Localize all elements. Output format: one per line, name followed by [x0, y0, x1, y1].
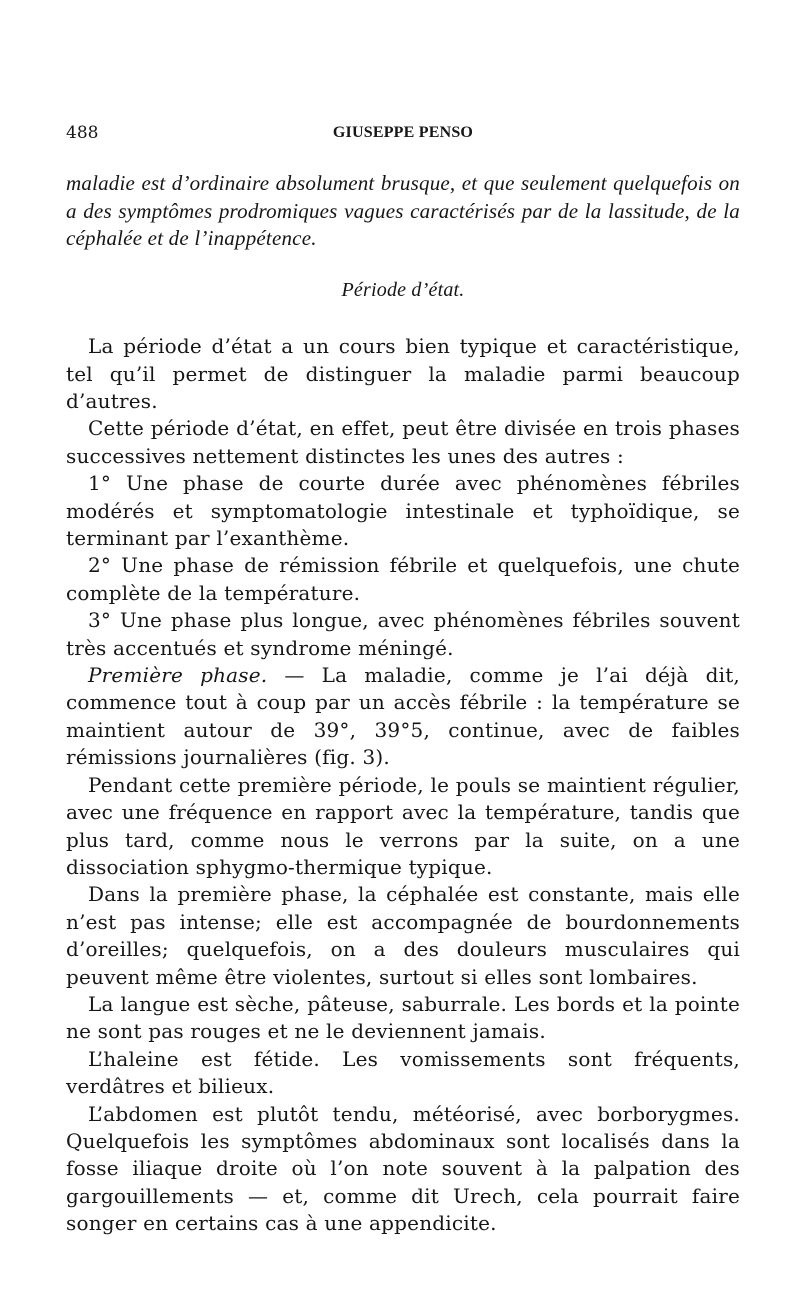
- paragraph: La période d’état a un cours bien typique et caractéristique, tel qu’il permet de distinguer la maladie parmi beaucoup d’autres.: [66, 334, 740, 413]
- page-number: 488: [66, 123, 99, 143]
- paragraph: Dans la première phase, la céphalée est constante, mais elle n’est pas intense; elle est accompagnée de bourdonnements d’oreilles; quelquefois, on a des douleurs musculaires qui peuvent même être violentes, surtout si elles sont lombaires.: [66, 882, 740, 989]
- section-title: Période d’état.: [341, 278, 465, 301]
- body-text: [66, 170, 740, 1238]
- paragraph: Cette période d’état, en effet, peut être divisée en trois phases successives nettement distinctes les unes des autres :: [66, 416, 740, 468]
- list-item-phase-1: 1° Une phase de courte durée avec phénomènes fébriles modérés et symptomatologie intestinale et typhoïdique, se terminant par l’exanthème.: [66, 471, 740, 551]
- paragraph: Pendant cette première période, le pouls se maintient régulier, avec une fréquence en rapport avec la température, tandis que plus tard, comme nous le verrons par la suite, on a une dissociation sphygmo-thermique typique.: [66, 772, 740, 879]
- paragraph: La langue est sèche, pâteuse, saburrale. Les bords et la pointe ne sont pas rouges et ne le deviennent jamais.: [66, 991, 740, 1044]
- phase-heading: Première phase.: [88, 663, 268, 688]
- phase-text: — La maladie, comme je l’ai déjà dit, commence tout à coup par un accès fébrile : la température se maintient autour de 39°, 39°5, continue, avec de faibles rémissions journalières (fig. 3).: [66, 663, 740, 770]
- page-header: [66, 118, 740, 148]
- list-item-phase-2: 2° Une phase de rémission fébrile et quelquefois, une chute complète de la température.: [66, 553, 740, 605]
- book-page: [66, 118, 740, 1238]
- running-title: GIUSEPPE PENSO: [332, 124, 474, 141]
- phase-paragraph: [66, 662, 740, 772]
- list-item-phase-3: 3° Une phase plus longue, avec phénomènes fébriles souvent très accentués et syndrome méningé.: [66, 608, 740, 660]
- paragraph: L’haleine est fétide. Les vomissements sont fréquents, verdâtres et bilieux.: [66, 1046, 740, 1099]
- intro-paragraph: maladie est d’ordinaire absolument brusque, et que seulement quelquefois on a des symptômes prodromiques vagues caractérisés par de la lassitude, de la céphalée et de l’inappétence.: [66, 171, 740, 251]
- paragraph: L’abdomen est plutôt tendu, météorisé, avec borborygmes. Quelquefois les symptômes abdominaux sont localisés dans la fosse iliaque droite où l’on note souvent à la palpation des gargouillements — et, comme dit Urech, cela pourrait faire songer en certains cas à une appendicite.: [66, 1101, 740, 1236]
